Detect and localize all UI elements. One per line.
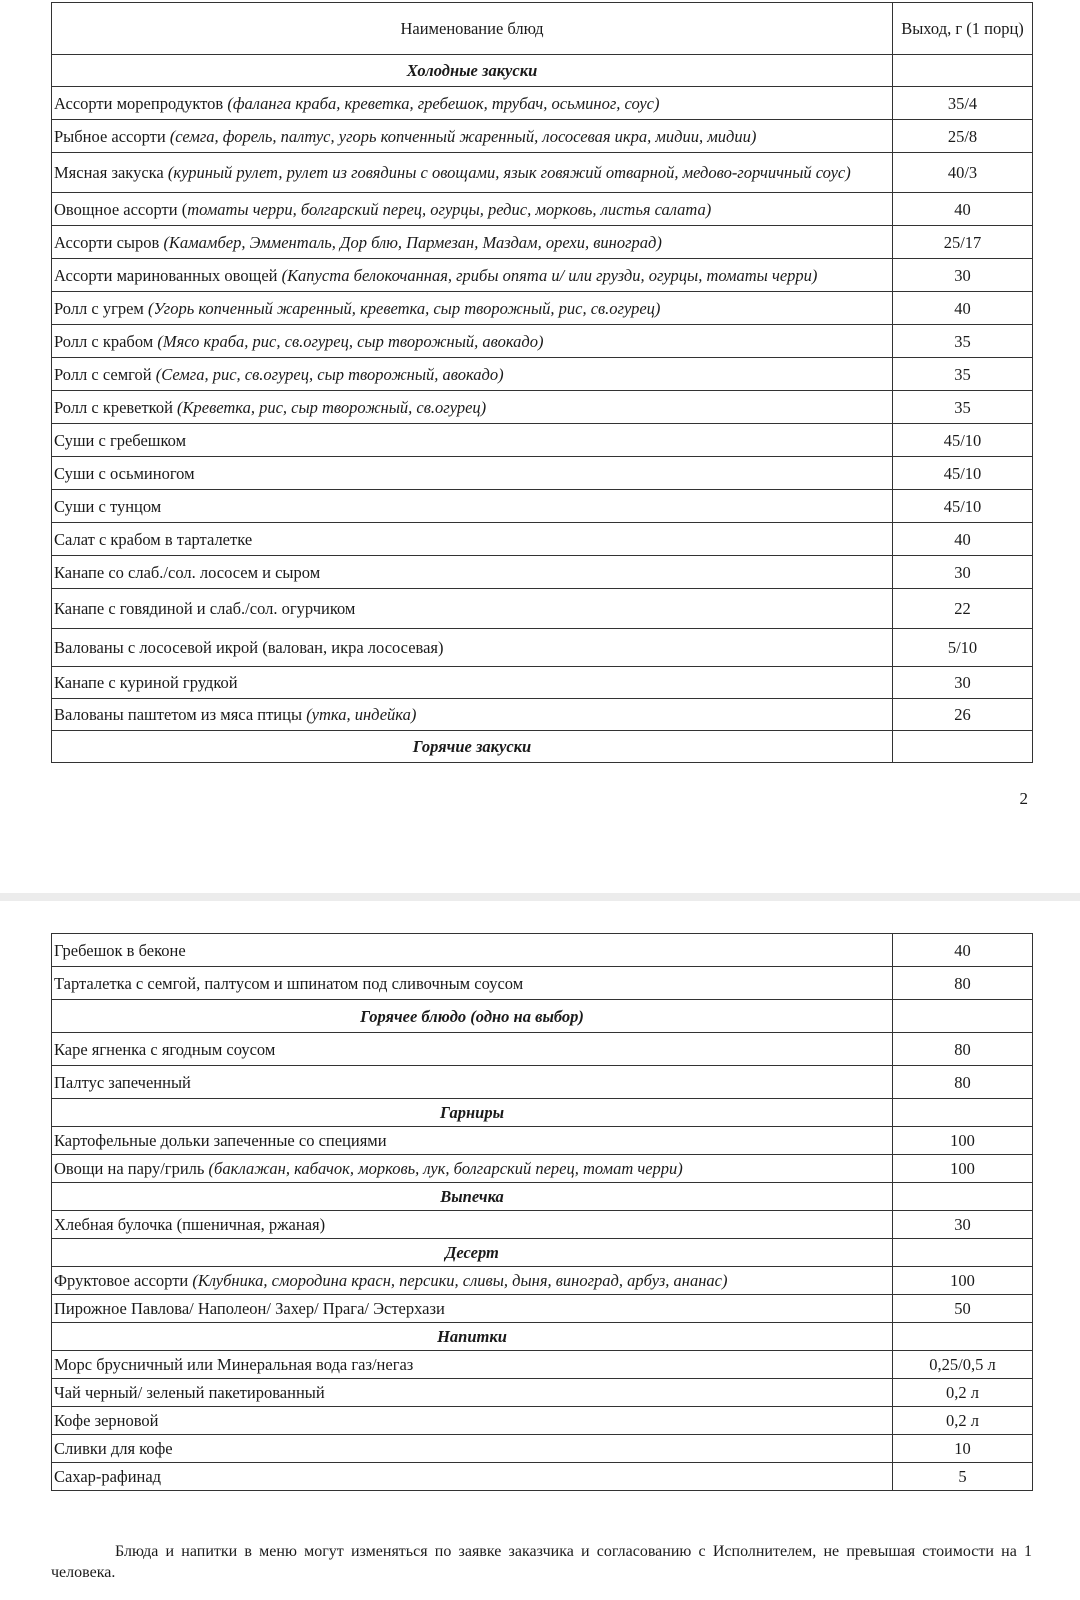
dish-yield: 40	[954, 940, 971, 960]
section-title: Гарниры	[439, 1103, 505, 1122]
dish-yield: 100	[950, 1271, 975, 1290]
dish-yield-cell	[893, 1267, 1033, 1295]
section-row	[52, 1183, 1033, 1211]
dish-name: Ассорти маринованных овощей	[54, 265, 282, 285]
dish-name-cell	[52, 1127, 893, 1155]
dish-name-cell	[52, 1463, 893, 1491]
dish-name-cell	[52, 1066, 893, 1099]
dish-name-cell	[52, 589, 893, 629]
dish-name: Фруктовое ассорти	[54, 1271, 193, 1290]
menu-row	[52, 589, 1033, 629]
dish-yield-cell	[893, 1211, 1033, 1239]
dish-yield: 10	[954, 1439, 971, 1458]
section-title: Горячие закуски	[412, 737, 532, 756]
dish-name: Палтус запеченный	[54, 1072, 191, 1092]
dish-name: Картофельные дольки запеченные со специями	[54, 1131, 387, 1150]
dish-yield: 5	[958, 1467, 967, 1486]
section-title-cell	[52, 1183, 893, 1211]
dish-name-cell	[52, 490, 893, 523]
dish-description: (Мясо краба, рис, св.огурец, сыр творожный, авокадо)	[157, 331, 544, 351]
dish-name-cell	[52, 1379, 893, 1407]
dish-name: Канапе со слаб./сол. лососем и сыром	[54, 562, 321, 582]
dish-description: (Креветка, рис, сыр творожный, св.огурец)	[177, 397, 487, 417]
menu-row	[52, 259, 1033, 292]
menu-row	[52, 325, 1033, 358]
dish-yield: 50	[954, 1299, 971, 1318]
dish-yield: 80	[954, 973, 971, 993]
dish-yield: 30	[954, 1215, 971, 1234]
menu-table-page-2	[51, 933, 1033, 1491]
dish-name-cell	[52, 1033, 893, 1066]
dish-yield-cell	[893, 120, 1033, 153]
dish-yield: 30	[954, 265, 971, 285]
dish-yield-cell	[893, 193, 1033, 226]
dish-name-cell	[52, 629, 893, 667]
dish-yield-cell	[893, 153, 1033, 193]
header-yield-cell	[893, 3, 1033, 55]
dish-name: Ролл с креветкой	[54, 397, 178, 417]
dish-name-cell	[52, 523, 893, 556]
dish-name-cell	[52, 153, 893, 193]
dish-description: (семга, форель, палтус, угорь копченный жаренный, лососевая икра, мидии, мидии)	[169, 126, 757, 146]
section-title: Холодные закуски	[406, 61, 538, 80]
dish-yield-cell	[893, 1435, 1033, 1463]
dish-yield: 26	[954, 705, 971, 724]
dish-yield-cell	[893, 556, 1033, 589]
dish-name: Валованы с лососевой икрой (валован, икра лососевая)	[54, 638, 444, 657]
dish-description: (Клубника, смородина красн, персики, сливы, дыня, виноград, арбуз, ананас)	[192, 1271, 728, 1290]
dish-description: (Угорь копченный жаренный, креветка, сыр творожный, рис, св.огурец)	[148, 298, 661, 318]
dish-yield-cell	[893, 1127, 1033, 1155]
dish-name-cell	[52, 1155, 893, 1183]
dish-yield: 45/10	[943, 496, 982, 516]
dish-name-cell	[52, 699, 893, 731]
dish-yield-cell	[893, 589, 1033, 629]
dish-yield: 35/4	[947, 93, 978, 113]
dish-yield: 5/10	[947, 638, 978, 657]
dish-name: Суши с осьминогом	[54, 463, 195, 483]
dish-name: Каре ягненка с ягодным соусом	[54, 1039, 276, 1059]
menu-row	[52, 193, 1033, 226]
dish-yield: 100	[950, 1159, 975, 1178]
dish-name-cell	[52, 667, 893, 699]
section-title-cell	[52, 1239, 893, 1267]
page-separator	[0, 893, 1080, 901]
dish-yield: 45/10	[943, 463, 982, 483]
dish-yield-cell	[893, 629, 1033, 667]
menu-row	[52, 1211, 1033, 1239]
dish-yield-cell	[893, 1066, 1033, 1099]
dish-yield: 30	[954, 673, 971, 692]
table-header-row	[52, 3, 1033, 55]
dish-name: Сливки для кофе	[54, 1439, 173, 1458]
menu-row	[52, 391, 1033, 424]
dish-name: Салат с крабом в тарталетке	[54, 529, 253, 549]
dish-description: (Семга, рис, св.огурец, сыр творожный, авокадо)	[155, 364, 504, 384]
dish-yield: 100	[950, 1131, 975, 1150]
dish-yield-cell	[893, 1379, 1033, 1407]
dish-yield-cell	[893, 667, 1033, 699]
dish-yield: 25/8	[947, 126, 978, 146]
dish-yield-cell	[893, 490, 1033, 523]
dish-yield-cell	[893, 699, 1033, 731]
dish-name: Суши с тунцом	[54, 496, 162, 516]
dish-name: Тарталетка с семгой, палтусом и шпинатом под сливочным соусом	[54, 973, 524, 993]
dish-yield: 0,2 л	[946, 1383, 979, 1402]
dish-yield: 25/17	[943, 232, 982, 252]
menu-row	[52, 667, 1033, 699]
dish-name: Канапе с куриной грудкой	[54, 673, 238, 692]
dish-name-cell	[52, 1435, 893, 1463]
menu-table-page-1	[51, 2, 1033, 763]
dish-name: Морс брусничный или Минеральная вода газ/негаз	[54, 1355, 414, 1374]
dish-yield-cell	[893, 358, 1033, 391]
dish-yield-cell	[893, 325, 1033, 358]
dish-yield-cell	[893, 1407, 1033, 1435]
dish-yield-cell	[893, 1033, 1033, 1066]
dish-name: Суши с гребешком	[54, 430, 187, 450]
dish-name: Валованы паштетом из мяса птицы	[54, 705, 307, 724]
menu-row	[52, 87, 1033, 120]
dish-description: (Камамбер, Эмменталь, Дор блю, Пармезан, Маздам, орехи, виноград)	[163, 232, 662, 252]
dish-name-cell	[52, 193, 893, 226]
dish-yield: 40	[954, 529, 971, 549]
dish-yield: 40	[954, 298, 971, 318]
dish-name: Гребешок в беконе	[54, 940, 186, 960]
document-page-2	[0, 901, 1080, 1600]
dish-name-cell	[52, 226, 893, 259]
menu-row	[52, 699, 1033, 731]
section-title: Горячее блюдо (одно на выбор)	[360, 1006, 584, 1026]
dish-name: Сахар-рафинад	[54, 1467, 162, 1486]
dish-description: (фаланга краба, креветка, гребешок, трубач, осьминог, соус)	[227, 93, 660, 113]
menu-row	[52, 1407, 1033, 1435]
section-row	[52, 1099, 1033, 1127]
dish-yield: 45/10	[943, 430, 982, 450]
dish-yield-cell	[893, 523, 1033, 556]
dish-yield-cell	[893, 934, 1033, 967]
dish-description: (куриный рулет, рулет из говядины с овощами, язык говяжий отварной, медово-горчичный соус)	[167, 163, 851, 182]
dish-yield-cell	[893, 259, 1033, 292]
menu-row	[52, 1463, 1033, 1491]
menu-row	[52, 226, 1033, 259]
dish-yield-cell	[893, 1155, 1033, 1183]
dish-yield-cell	[893, 457, 1033, 490]
menu-row	[52, 292, 1033, 325]
menu-row	[52, 153, 1033, 193]
section-empty-cell	[893, 1323, 1033, 1351]
dish-name: Овощное ассорти (	[54, 199, 188, 219]
dish-name: Овощи на пару/гриль	[54, 1159, 209, 1178]
section-title-cell	[52, 55, 893, 87]
dish-name-cell	[52, 1351, 893, 1379]
dish-name-cell	[52, 259, 893, 292]
dish-name-cell	[52, 1267, 893, 1295]
dish-yield: 22	[954, 599, 971, 618]
menu-row	[52, 120, 1033, 153]
dish-yield: 80	[954, 1039, 971, 1059]
dish-name: Кофе зерновой	[54, 1411, 159, 1430]
section-empty-cell	[893, 1239, 1033, 1267]
section-row	[52, 731, 1033, 763]
dish-yield-cell	[893, 391, 1033, 424]
menu-row	[52, 1295, 1033, 1323]
menu-row	[52, 358, 1033, 391]
dish-name: Ролл с семгой	[54, 364, 156, 384]
dish-yield: 35	[954, 397, 971, 417]
dish-yield-cell	[893, 1351, 1033, 1379]
dish-name: Ролл с крабом	[54, 331, 158, 351]
dish-name-cell	[52, 1211, 893, 1239]
section-title: Десерт	[445, 1243, 499, 1262]
dish-yield-cell	[893, 1295, 1033, 1323]
dish-name-cell	[52, 391, 893, 424]
dish-name: Ассорти сыров	[54, 232, 164, 252]
section-empty-cell	[893, 731, 1033, 763]
dish-yield: 30	[954, 562, 971, 582]
menu-row	[52, 1267, 1033, 1295]
dish-name: Ролл с угрем	[54, 298, 148, 318]
dish-name-cell	[52, 120, 893, 153]
page-number: 2	[1019, 789, 1028, 808]
header-name-cell	[52, 3, 893, 55]
section-row	[52, 1239, 1033, 1267]
dish-yield: 40/3	[947, 163, 978, 182]
menu-footnote: Блюда и напитки в меню могут изменяться по заявке заказчика и согласованию с Исполнителем, не превышая стоимости на 1 человека.	[51, 1543, 1032, 1581]
dish-name-cell	[52, 967, 893, 1000]
section-title-cell	[52, 731, 893, 763]
dish-name: Мясная закуска	[54, 163, 168, 182]
menu-row	[52, 934, 1033, 967]
section-empty-cell	[893, 1000, 1033, 1033]
dish-yield-cell	[893, 87, 1033, 120]
dish-description: (баклажан, кабачок, морковь, лук, болгарский перец, томат черри)	[208, 1159, 683, 1178]
menu-row	[52, 1379, 1033, 1407]
dish-yield-cell	[893, 226, 1033, 259]
dish-name-cell	[52, 934, 893, 967]
menu-row	[52, 1127, 1033, 1155]
menu-row	[52, 1066, 1033, 1099]
dish-name-cell	[52, 87, 893, 120]
dish-description: (утка, индейка)	[306, 705, 417, 724]
menu-row	[52, 523, 1033, 556]
menu-row	[52, 629, 1033, 667]
dish-description: (Капуста белокочанная, грибы опята и/ или грузди, огурцы, томаты черри)	[281, 265, 818, 285]
dish-yield: 35	[954, 364, 971, 384]
dish-yield-cell	[893, 967, 1033, 1000]
section-empty-cell	[893, 55, 1033, 87]
dish-name-cell	[52, 1295, 893, 1323]
menu-row	[52, 556, 1033, 589]
dish-name: Канапе с говядиной и слаб./сол. огурчиком	[54, 599, 356, 618]
dish-name: Пирожное Павлова/ Наполеон/ Захер/ Прага/ Эстерхази	[54, 1299, 445, 1318]
section-title-cell	[52, 1099, 893, 1127]
dish-yield-cell	[893, 292, 1033, 325]
menu-row	[52, 1435, 1033, 1463]
dish-yield-cell	[893, 424, 1033, 457]
section-title: Выпечка	[440, 1187, 504, 1206]
dish-yield: 80	[954, 1072, 971, 1092]
section-title-cell	[52, 1000, 893, 1033]
section-empty-cell	[893, 1099, 1033, 1127]
dish-name-cell	[52, 1407, 893, 1435]
section-row	[52, 55, 1033, 87]
dish-name-cell	[52, 424, 893, 457]
section-row	[52, 1323, 1033, 1351]
section-title-cell	[52, 1323, 893, 1351]
dish-name: Хлебная булочка (пшеничная, ржаная)	[54, 1215, 326, 1234]
menu-row	[52, 1155, 1033, 1183]
dish-yield: 35	[954, 331, 971, 351]
dish-name-cell	[52, 556, 893, 589]
section-title: Напитки	[437, 1327, 507, 1346]
dish-yield-cell	[893, 1463, 1033, 1491]
dish-name: Чай черный/ зеленый пакетированный	[54, 1383, 325, 1402]
column-header-name: Наименование блюд	[400, 19, 544, 38]
dish-name-cell	[52, 325, 893, 358]
menu-row	[52, 490, 1033, 523]
section-row	[52, 1000, 1033, 1033]
dish-name: Ассорти морепродуктов	[54, 93, 228, 113]
menu-row	[52, 967, 1033, 1000]
dish-name-cell	[52, 457, 893, 490]
dish-yield: 0,25/0,5 л	[929, 1355, 996, 1374]
column-header-yield: Выход, г (1 порц)	[901, 19, 1024, 38]
menu-row	[52, 1033, 1033, 1066]
dish-name-cell	[52, 358, 893, 391]
menu-row	[52, 457, 1033, 490]
section-empty-cell	[893, 1183, 1033, 1211]
dish-yield: 0,2 л	[946, 1411, 979, 1430]
dish-name: Рыбное ассорти	[54, 126, 170, 146]
dish-name-cell	[52, 292, 893, 325]
dish-yield: 40	[954, 199, 971, 219]
menu-row	[52, 424, 1033, 457]
dish-description: томаты черри, болгарский перец, огурцы, редис, морковь, листья салата)	[187, 199, 712, 219]
menu-row	[52, 1351, 1033, 1379]
